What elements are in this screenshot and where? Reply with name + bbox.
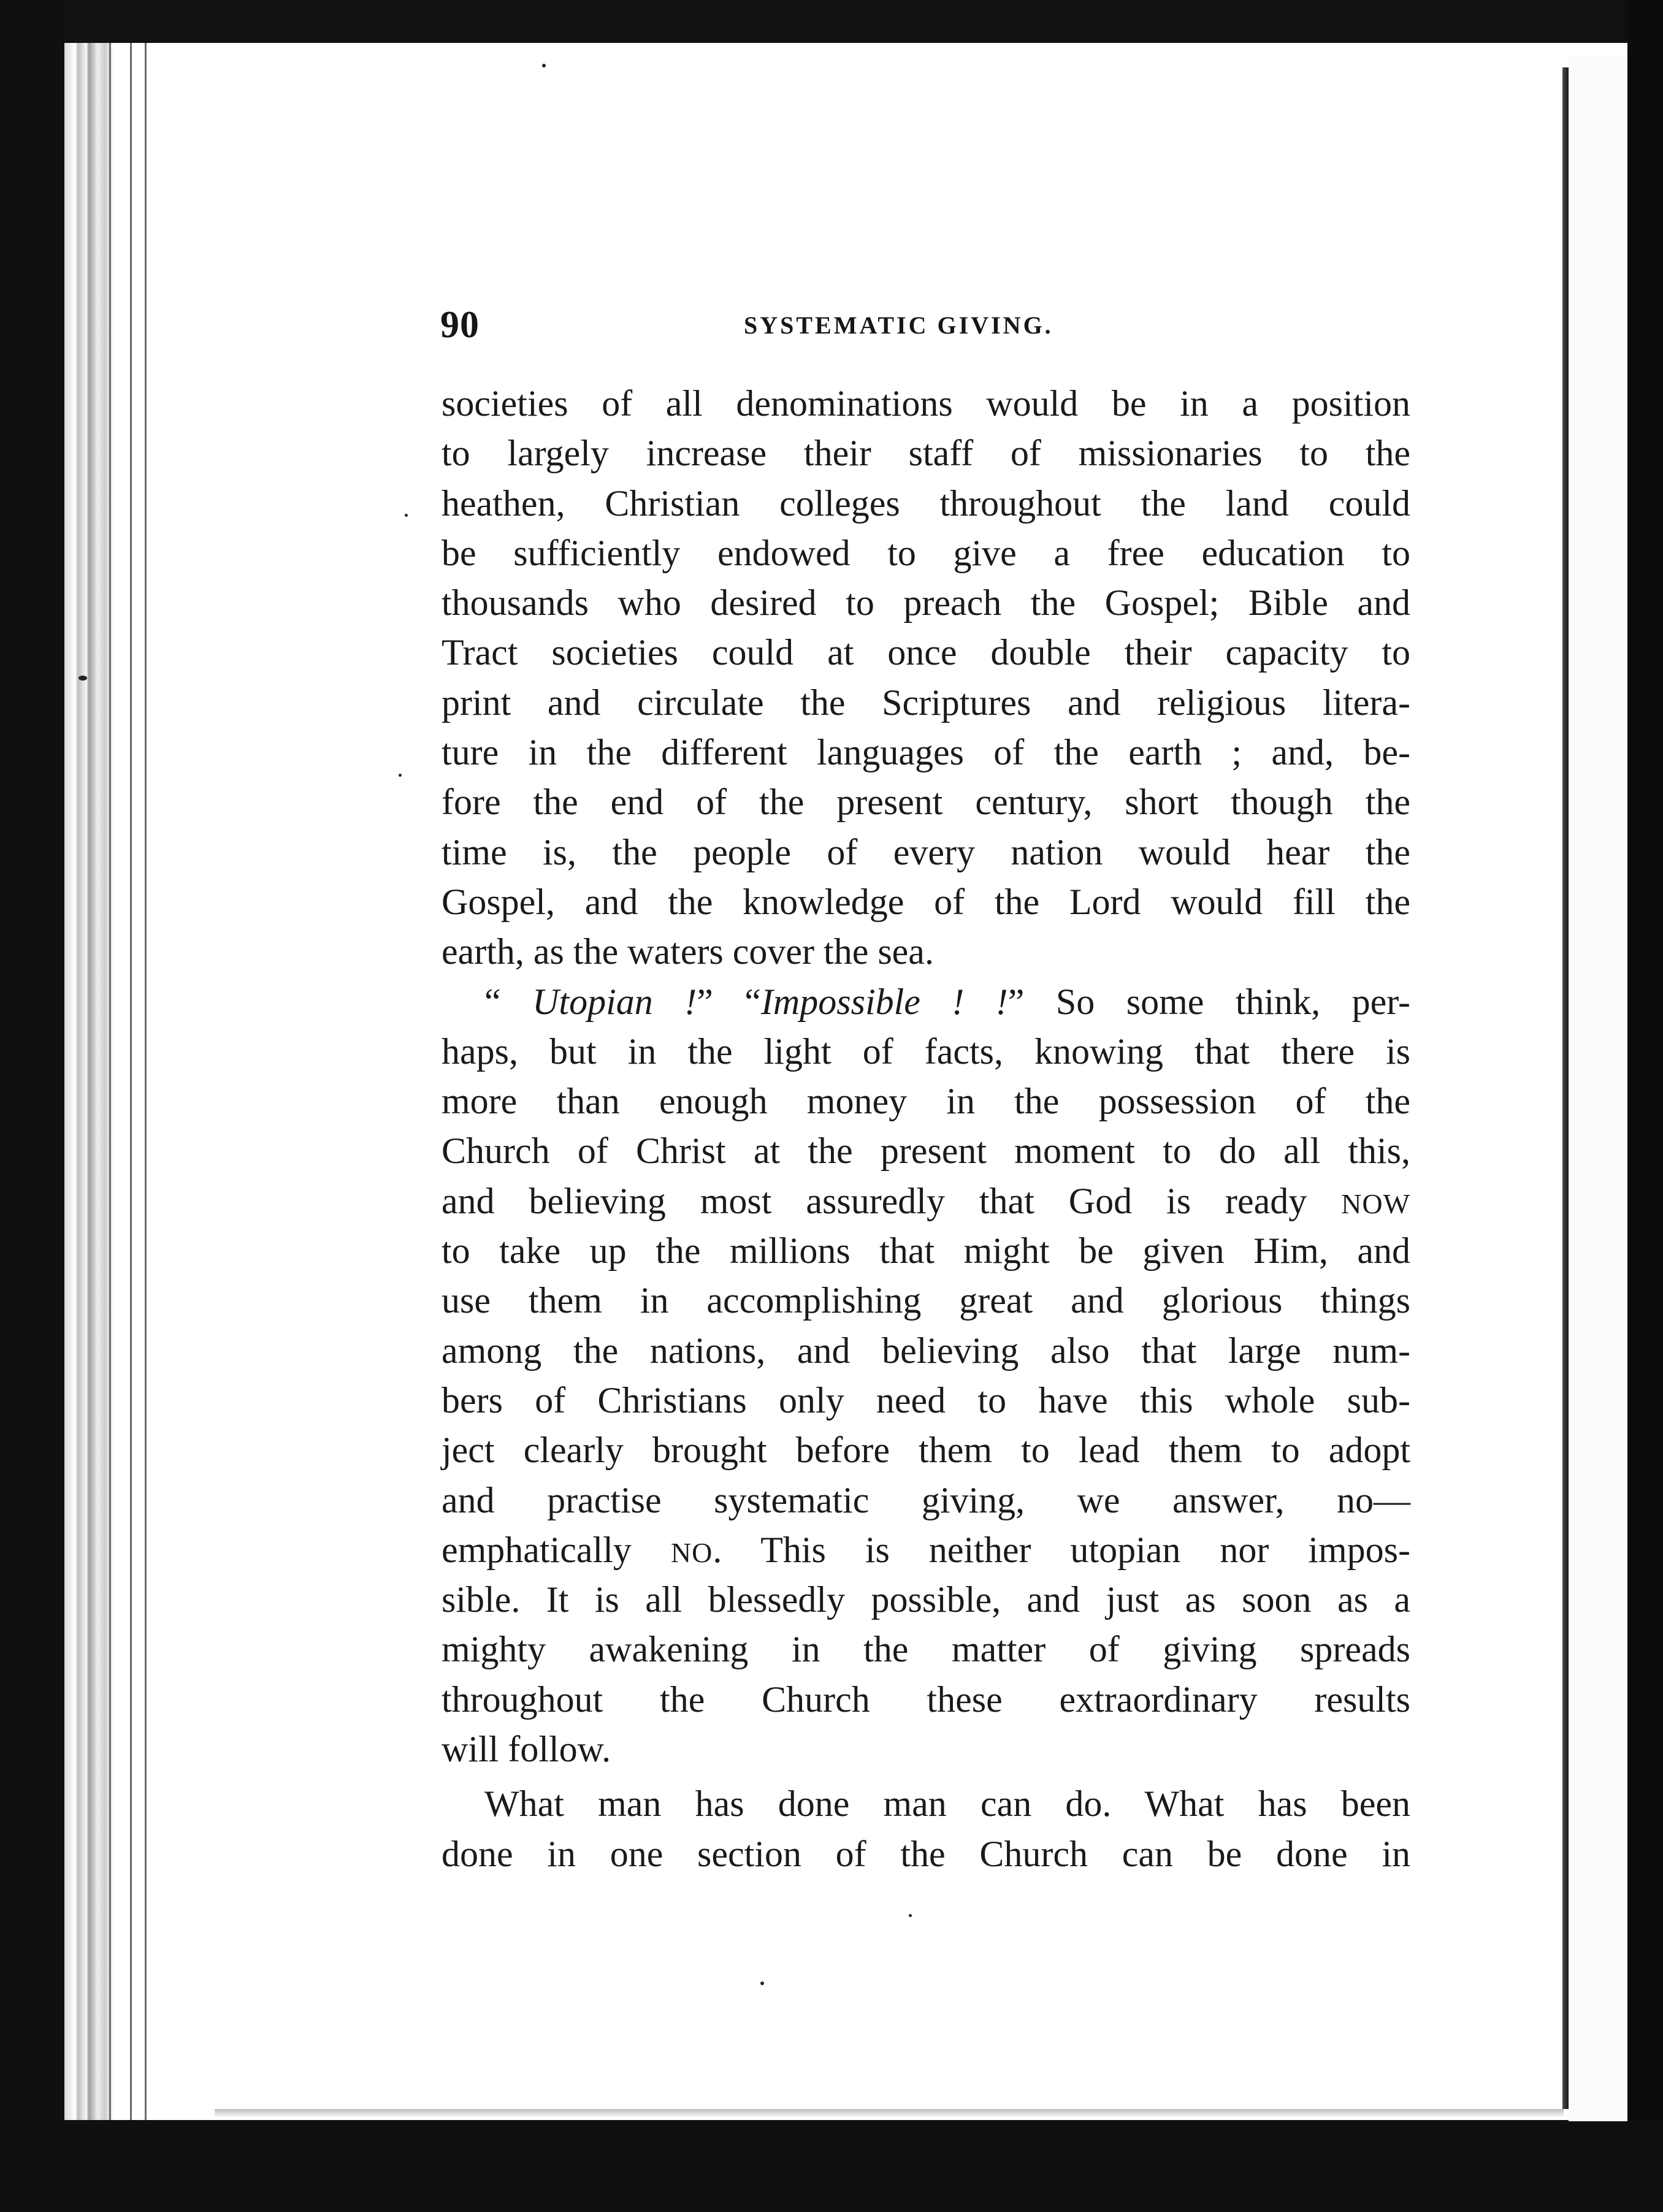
- text-line: more than enough money in the possession of the: [442, 1081, 1410, 1122]
- page-edge-line: [145, 43, 147, 2120]
- page-number: 90: [440, 304, 480, 346]
- dust-speck: [405, 514, 408, 517]
- text-line: to largely increase their staff of missionaries to the: [442, 433, 1410, 474]
- text-line: Tract societies could at once double their capacity to: [442, 632, 1410, 673]
- text-line: fore the end of the present century, short though the: [442, 782, 1410, 823]
- text-line: ture in the different languages of the earth ; and, be-: [442, 732, 1410, 773]
- dust-speck: [909, 1914, 912, 1917]
- text-line: be sufficiently endowed to give a free education to: [442, 532, 1410, 573]
- body-text: [442, 379, 1410, 1879]
- dust-speck: [760, 1981, 764, 1985]
- italic-impossible: Impossible ! !: [760, 981, 1008, 1022]
- text-line: print and circulate the Scriptures and religious litera-: [442, 682, 1410, 723]
- scanner-border-left: [0, 0, 64, 2212]
- quote-mark: ”: [697, 981, 745, 1022]
- text-line: Church of Christ at the present moment to do all this,: [442, 1131, 1410, 1172]
- text-line: to take up the millions that might be given Him, and: [442, 1230, 1410, 1272]
- text-fragment: . This is neither utopian nor impos-: [713, 1529, 1411, 1570]
- small-caps-now: NOW: [1341, 1188, 1410, 1219]
- paragraph-gap: [442, 1774, 1410, 1779]
- text-line: bers of Christians only need to have this whole sub-: [442, 1379, 1410, 1421]
- text-line: haps, but in the light of facts, knowing that there is: [442, 1031, 1410, 1072]
- text-line-no: [442, 1525, 1410, 1575]
- text-line: time is, the people of every nation would hear the: [442, 831, 1410, 872]
- scanner-border-bottom: [0, 2120, 1663, 2212]
- facing-page-edge: [1569, 55, 1627, 2121]
- small-caps-no: NO: [670, 1536, 713, 1568]
- text-line: use them in accomplishing great and glorious things: [442, 1280, 1410, 1321]
- text-line: earth, as the waters cover the sea.: [442, 931, 934, 972]
- dust-speck: [78, 676, 87, 681]
- text-line: done in one section of the Church can be done in: [442, 1833, 1410, 1874]
- text-fragment: and believing most assuredly that God is ready: [442, 1180, 1342, 1221]
- page-gutter-shadow: [1562, 67, 1569, 2109]
- text-fragment: emphatically: [442, 1529, 671, 1570]
- running-head: SYSTEMATIC GIVING.: [744, 311, 1053, 339]
- text-line: heathen, Christian colleges throughout the land could: [442, 482, 1410, 524]
- text-fragment: So some think, per-: [1024, 981, 1410, 1022]
- dust-speck: [542, 64, 546, 67]
- scanner-border-top: [0, 0, 1663, 43]
- text-line: throughout the Church these extraordinary results: [442, 1679, 1410, 1720]
- text-line: ject clearly brought before them to lead them to adopt: [442, 1430, 1410, 1471]
- scanner-border-right: [1627, 0, 1663, 2212]
- page-bottom-edge: [215, 2109, 1564, 2118]
- text-line: Gospel, and the knowledge of the Lord would fill the: [442, 881, 1410, 922]
- text-line: mighty awakening in the matter of giving spreads: [442, 1629, 1410, 1670]
- paragraph-opening-line: [442, 977, 1410, 1027]
- quote-mark: ”: [1007, 981, 1025, 1022]
- text-line: thousands who desired to preach the Gospel; Bible and: [442, 582, 1410, 624]
- text-line: and practise systematic giving, we answer, no—: [442, 1479, 1410, 1520]
- page-edge-line: [109, 43, 111, 2120]
- text-line: What man has done man can do. What has been: [484, 1783, 1410, 1825]
- text-line: among the nations, and believing also that large num-: [442, 1330, 1410, 1371]
- text-line: societies of all denominations would be in a position: [442, 383, 1410, 424]
- quote-mark: “: [484, 981, 533, 1022]
- quote-mark: “: [744, 981, 761, 1022]
- page-header: [440, 303, 1103, 359]
- italic-utopian: Utopian !: [532, 981, 697, 1022]
- text-line: sible. It is all blessedly possible, and just as soon as a: [442, 1579, 1410, 1620]
- page-edge-line: [130, 43, 132, 2120]
- text-line: will follow.: [442, 1729, 611, 1770]
- dust-speck: [399, 774, 402, 777]
- text-line-now: [442, 1177, 1410, 1226]
